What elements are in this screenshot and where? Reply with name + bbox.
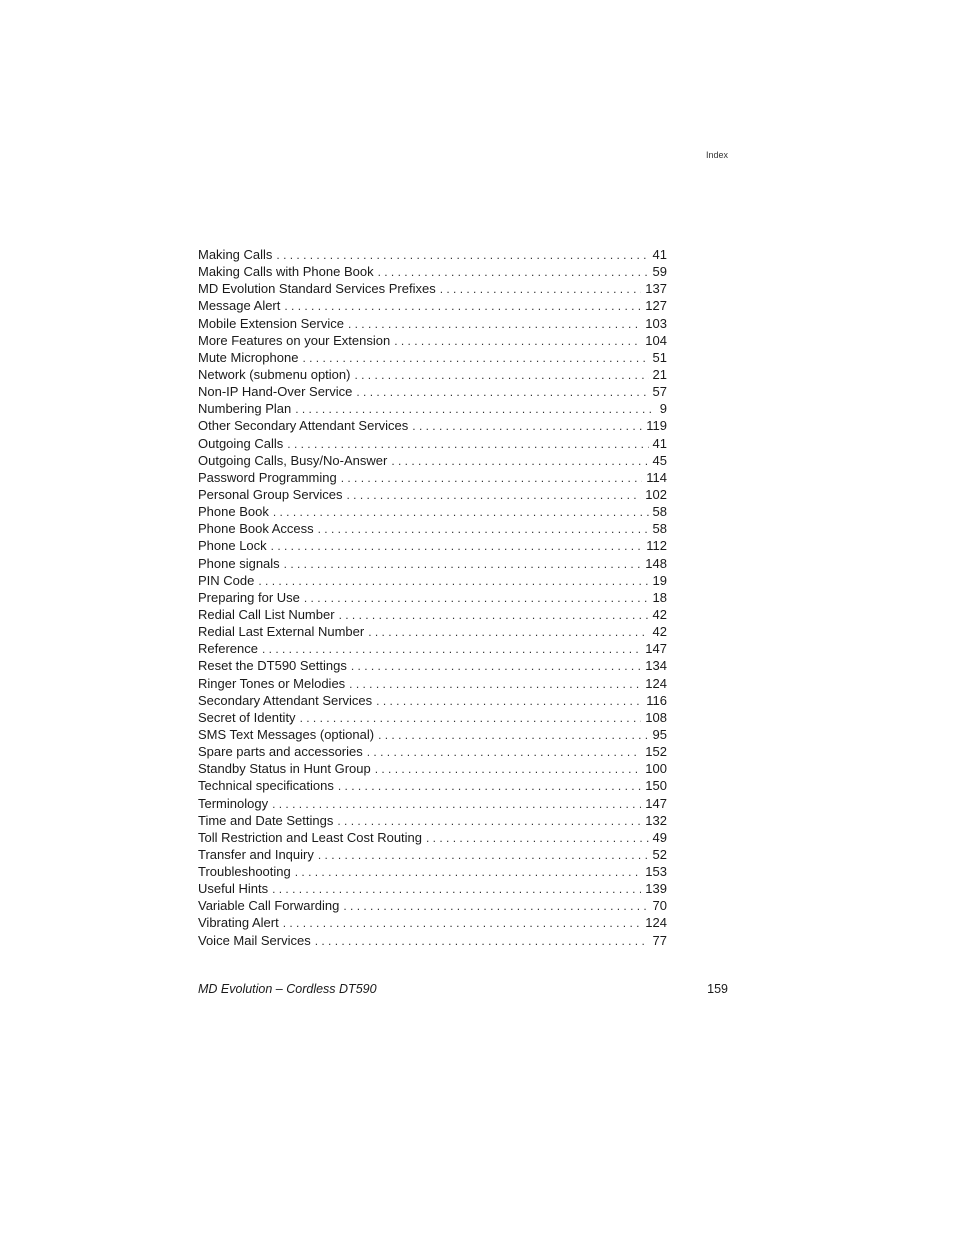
- index-term: Phone Book: [198, 504, 269, 520]
- index-page-number: 52: [652, 846, 667, 862]
- dot-leader: [271, 538, 643, 554]
- index-entry: [198, 435, 667, 452]
- dot-leader: [354, 367, 648, 383]
- index-page-number: 148: [645, 555, 667, 571]
- index-term: Transfer and Inquiry: [198, 846, 314, 862]
- index-entry: [198, 332, 667, 349]
- dot-leader: [284, 556, 642, 572]
- index-entry: [198, 297, 667, 314]
- index-entry: [198, 880, 667, 897]
- index-page-number: 45: [652, 452, 667, 468]
- dot-leader: [318, 847, 649, 863]
- index-page-number: 103: [645, 315, 667, 331]
- index-term: MD Evolution Standard Services Prefixes: [198, 281, 436, 297]
- dot-leader: [347, 487, 642, 503]
- dot-leader: [318, 521, 649, 537]
- dot-leader: [272, 796, 641, 812]
- document-title: MD Evolution – Cordless DT590: [198, 982, 377, 996]
- index-term: Non-IP Hand-Over Service: [198, 384, 353, 400]
- dot-leader: [315, 933, 649, 949]
- index-term: Phone Lock: [198, 538, 267, 554]
- index-page-number: 42: [652, 606, 667, 622]
- index-page-number: 41: [652, 247, 667, 262]
- index-page-number: 108: [645, 709, 667, 725]
- index-term: Redial Call List Number: [198, 606, 335, 622]
- index-page-number: 95: [652, 726, 667, 742]
- index-entry: [198, 246, 667, 263]
- index-entry: [198, 520, 667, 537]
- dot-leader: [287, 436, 648, 452]
- dot-leader: [272, 881, 641, 897]
- index-entry: [198, 812, 667, 829]
- index-entry: [198, 469, 667, 486]
- index-entry: [198, 675, 667, 692]
- index-entry: [198, 383, 667, 400]
- index-term: Outgoing Calls, Busy/No-Answer: [198, 452, 388, 468]
- index-entry: [198, 846, 667, 863]
- index-page-number: 132: [645, 812, 667, 828]
- index-term: Voice Mail Services: [198, 932, 311, 948]
- dot-leader: [394, 333, 641, 349]
- index-page-number: 114: [646, 469, 667, 485]
- index-term: Network (submenu option): [198, 366, 351, 382]
- index-page-number: 150: [645, 778, 667, 794]
- index-page-number: 77: [652, 932, 667, 948]
- index-page-number: 137: [645, 281, 667, 297]
- index-page-number: 70: [652, 898, 667, 914]
- index-entry: [198, 692, 667, 709]
- index-term: Vibrating Alert: [198, 915, 279, 931]
- index-entry: [198, 760, 667, 777]
- index-term: Numbering Plan: [198, 401, 292, 417]
- dot-leader: [341, 470, 643, 486]
- index-page-number: 9: [659, 401, 667, 417]
- index-term: Other Secondary Attendant Services: [198, 418, 409, 434]
- dot-leader: [339, 607, 649, 623]
- dot-leader: [304, 590, 649, 606]
- index-entry: [198, 486, 667, 503]
- index-entry: [198, 349, 667, 366]
- dot-leader: [284, 298, 641, 314]
- dot-leader: [378, 727, 648, 743]
- dot-leader: [412, 418, 642, 434]
- index-term: Secret of Identity: [198, 709, 296, 725]
- index-entry: [198, 657, 667, 674]
- dot-leader: [258, 573, 648, 589]
- index-page-number: 139: [645, 881, 667, 897]
- index-page-number: 51: [652, 349, 667, 365]
- dot-leader: [351, 658, 641, 674]
- index-term: Mobile Extension Service: [198, 315, 344, 331]
- index-page-number: 100: [645, 761, 667, 777]
- index-entry: [198, 897, 667, 914]
- index-term: More Features on your Extension: [198, 332, 391, 348]
- dot-leader: [367, 744, 642, 760]
- dot-leader: [378, 264, 649, 280]
- index-page-number: 49: [652, 829, 667, 845]
- index-term: Phone signals: [198, 555, 280, 571]
- index-entry: [198, 366, 667, 383]
- index-term: Ringer Tones or Melodies: [198, 675, 346, 691]
- index-term: Troubleshooting: [198, 864, 291, 880]
- index-entry: [198, 777, 667, 794]
- index-term: Secondary Attendant Services: [198, 692, 373, 708]
- index-page-number: 124: [645, 915, 667, 931]
- index-entry: [198, 914, 667, 931]
- dot-leader: [283, 915, 642, 931]
- dot-leader: [348, 316, 641, 332]
- index-entry: [198, 606, 667, 623]
- index-page-number: 57: [652, 384, 667, 400]
- dot-leader: [262, 641, 641, 657]
- dot-leader: [440, 281, 642, 297]
- index-entry: [198, 623, 667, 640]
- index-list: [198, 246, 667, 949]
- index-term: Reference: [198, 641, 258, 657]
- index-term: Making Calls with Phone Book: [198, 264, 374, 280]
- index-entry: [198, 537, 667, 554]
- index-page-number: 58: [652, 521, 667, 537]
- index-page-number: 42: [652, 624, 667, 640]
- index-page-number: 59: [652, 264, 667, 280]
- index-page-number: 119: [646, 418, 667, 434]
- index-term: Phone Book Access: [198, 521, 314, 537]
- dot-leader: [356, 384, 648, 400]
- index-entry: [198, 829, 667, 846]
- dot-leader: [376, 693, 642, 709]
- index-term: Making Calls: [198, 247, 273, 262]
- index-term: Technical specifications: [198, 778, 334, 794]
- index-page-number: 147: [645, 641, 667, 657]
- index-term: Variable Call Forwarding: [198, 898, 340, 914]
- index-term: Message Alert: [198, 298, 281, 314]
- dot-leader: [426, 830, 649, 846]
- index-entry: [198, 795, 667, 812]
- index-page-number: 134: [645, 658, 667, 674]
- dot-leader: [349, 676, 641, 692]
- index-page-number: 104: [645, 332, 667, 348]
- index-entry: [198, 709, 667, 726]
- index-entry: [198, 417, 667, 434]
- dot-leader: [391, 453, 648, 469]
- index-term: Spare parts and accessories: [198, 744, 363, 760]
- index-page-number: 19: [652, 572, 667, 588]
- index-entry: [198, 572, 667, 589]
- index-entry: [198, 400, 667, 417]
- index-term: Reset the DT590 Settings: [198, 658, 347, 674]
- section-header: Index: [705, 150, 728, 160]
- dot-leader: [368, 624, 648, 640]
- dot-leader: [295, 401, 656, 417]
- dot-leader: [273, 504, 649, 520]
- dot-leader: [302, 350, 648, 366]
- index-entry: [198, 589, 667, 606]
- index-entry: [198, 555, 667, 572]
- index-term: Useful Hints: [198, 881, 269, 897]
- index-term: Preparing for Use: [198, 589, 300, 605]
- index-term: Terminology: [198, 795, 269, 811]
- dot-leader: [337, 813, 641, 829]
- index-term: Toll Restriction and Least Cost Routing: [198, 829, 423, 845]
- index-term: Time and Date Settings: [198, 812, 334, 828]
- dot-leader: [343, 898, 648, 914]
- index-entry: [198, 726, 667, 743]
- page-number: 159: [707, 982, 728, 996]
- index-entry: [198, 932, 667, 949]
- index-term: Password Programming: [198, 469, 337, 485]
- dot-leader: [300, 710, 642, 726]
- index-page-number: 18: [652, 589, 667, 605]
- index-term: PIN Code: [198, 572, 255, 588]
- index-entry: [198, 640, 667, 657]
- index-page-number: 58: [652, 504, 667, 520]
- index-term: Mute Microphone: [198, 349, 299, 365]
- index-page-number: 116: [646, 692, 667, 708]
- index-page-number: 153: [645, 864, 667, 880]
- index-term: Redial Last External Number: [198, 624, 365, 640]
- index-entry: [198, 452, 667, 469]
- index-page-number: 152: [645, 744, 667, 760]
- dot-leader: [375, 761, 642, 777]
- index-page-number: 127: [645, 298, 667, 314]
- index-term: Outgoing Calls: [198, 435, 284, 451]
- index-entry: [198, 503, 667, 520]
- index-entry: [198, 280, 667, 297]
- index-page-number: 102: [645, 486, 667, 502]
- index-entry: [198, 315, 667, 332]
- index-page-number: 112: [646, 538, 667, 554]
- index-page-number: 41: [652, 435, 667, 451]
- index-page-number: 124: [645, 675, 667, 691]
- index-page-number: 21: [652, 366, 667, 382]
- dot-leader: [338, 778, 641, 794]
- index-page-number: 147: [645, 795, 667, 811]
- index-entry: [198, 263, 667, 280]
- index-entry: [198, 743, 667, 760]
- dot-leader: [295, 864, 642, 880]
- index-term: Standby Status in Hunt Group: [198, 761, 371, 777]
- dot-leader: [276, 247, 648, 263]
- index-entry: [198, 863, 667, 880]
- index-term: Personal Group Services: [198, 486, 343, 502]
- index-term: SMS Text Messages (optional): [198, 726, 375, 742]
